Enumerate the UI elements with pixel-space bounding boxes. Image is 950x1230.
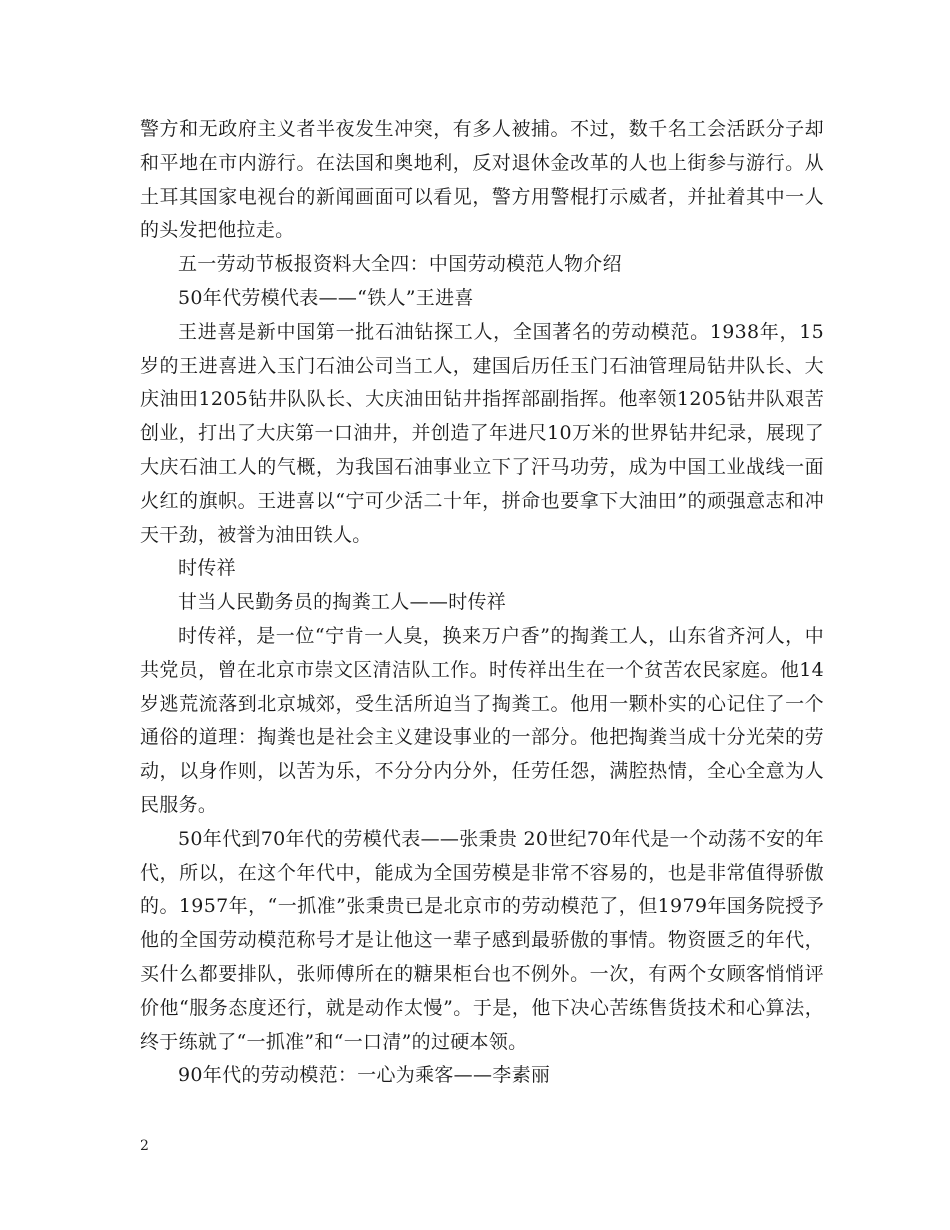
page-number: 2 [140,1138,149,1154]
paragraph-protest-continuation: 警方和无政府主义者半夜发生冲突，有多人被捕。不过，数千名工会活跃分子却和平地在市内游行。在法国和奥地利，反对退休金改革的人也上街参与游行。从土耳其国家电视台的新闻画面可以看见，警方用警棍打示威者，并扯着其中一人的头发把他拉走。 [140,118,824,242]
body-text [140,113,824,1093]
subheading-shi-chuanxiang-name: 时传祥 [178,557,236,580]
section-heading-labor-models: 五一劳动节板报资料大全四：中国劳动模范人物介绍 [178,253,622,276]
paragraph-zhang-binggui: 50年代到70年代的劳模代表——张秉贵 20世纪70年代是一个动荡不安的年代，所以，在这个年代中，能成为全国劳模是非常不容易的，也是非常值得骄傲的。1957年，“一抓准”张秉贵已是北京市的劳动模范了，但1979年国务院授予他的全国劳动模范称号才是让他这一辈子感到最骄傲的事情。物资匮乏的年代，买什么都要排队，张师傅所在的糖果柜台也不例外。一次，有两个女顾客悄悄评价他“服务态度还行，就是动作太慢”。于是，他下决心苦练售货技术和心算法，终于练就了“一抓准”和“一口清”的过硬本领。 [140,827,824,1053]
paragraph-wang-jinxi: 王进喜是新中国第一批石油钻探工人，全国著名的劳动模范。1938年，15岁的王进喜进入玉门石油公司当工人，建国后历任玉门石油管理局钻井队长、大庆油田1205钻井队队长、大庆油田钻井指挥部副指挥。他率领1205钻井队艰苦创业，打出了大庆第一口油井，并创造了年进尺10万米的世界钻井纪录，展现了大庆石油工人的气概，为我国石油事业立下了汗马功劳，成为中国工业战线一面火红的旗帜。王进喜以“宁可少活二十年，拼命也要拿下大油田”的顽强意志和冲天干劲，被誉为油田铁人。 [140,320,824,546]
paragraph-shi-chuanxiang: 时传祥，是一位“宁肯一人臭，换来万户香”的掏粪工人，山东省齐河人，中共党员，曾在北京市崇文区清洁队工作。时传祥出生在一个贫苦农民家庭。他14岁逃荒流落到北京城郊，受生活所迫当了掏粪工。他用一颗朴实的心记住了一个通俗的道理：掏粪也是社会主义建设事业的一部分。他把掏粪当成十分光荣的劳动，以身作则，以苦为乐，不分分内分外，任劳任怨，满腔热情，全心全意为人民服务。 [140,624,824,816]
subheading-shi-chuanxiang: 甘当人民勤务员的掏粪工人——时传祥 [178,591,507,614]
subheading-wang-jinxi: 50年代劳模代表——“铁人”王进喜 [178,286,474,309]
subheading-li-suli: 90年代的劳动模范：一心为乘客——李素丽 [178,1064,551,1087]
